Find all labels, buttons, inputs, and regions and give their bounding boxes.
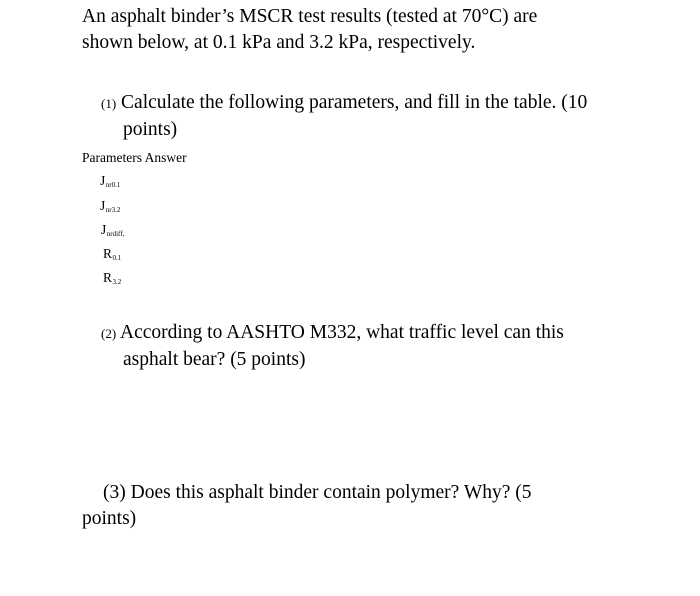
question-3 [82,480,602,532]
parameter-r-3-2 [103,270,121,290]
question-2-text-line-1: According to AASHTO M332, what traffic level can this [119,322,564,343]
parameter-subscript: 3.2 [112,278,122,286]
question-2-number: (2) [101,326,117,341]
question-1-text-line-2: points) [123,119,178,140]
parameter-symbol: J [100,173,106,188]
parameter-subscript: 0.1 [112,254,122,262]
problem-statement-line-2: shown below, at 0.1 kPa and 3.2 kPa, respectively. [82,32,476,53]
parameters-table-header: Parameters Answer [82,150,187,165]
question-3-text-line-1: (3) Does this asphalt binder contain polymer? Why? (5 [103,482,532,503]
parameter-symbol: J [101,222,107,237]
question-3-text-line-2: points) [82,508,137,529]
question-2 [101,320,621,373]
parameter-jnr-0-1 [100,173,120,193]
question-1-number: (1) [101,96,117,111]
question-1 [101,90,641,143]
problem-statement-line-1: An asphalt binder’s MSCR test results (tested at 70°C) are [82,6,538,27]
parameter-jnr-3-2 [100,198,120,218]
parameter-symbol: R [103,246,113,261]
question-2-text-line-2: asphalt bear? (5 points) [123,349,306,370]
parameter-jnr-diff [101,222,124,242]
problem-statement [82,4,642,56]
parameter-subscript: nrdiff, [106,230,125,238]
question-1-text-line-1: Calculate the following parameters, and fill in the table. (10 [121,92,588,113]
parameter-symbol: J [100,198,106,213]
parameter-subscript: nr3.2 [105,206,121,214]
parameter-symbol: R [103,270,113,285]
parameter-r-0-1 [103,246,121,266]
parameter-subscript: nr0.1 [105,181,121,189]
